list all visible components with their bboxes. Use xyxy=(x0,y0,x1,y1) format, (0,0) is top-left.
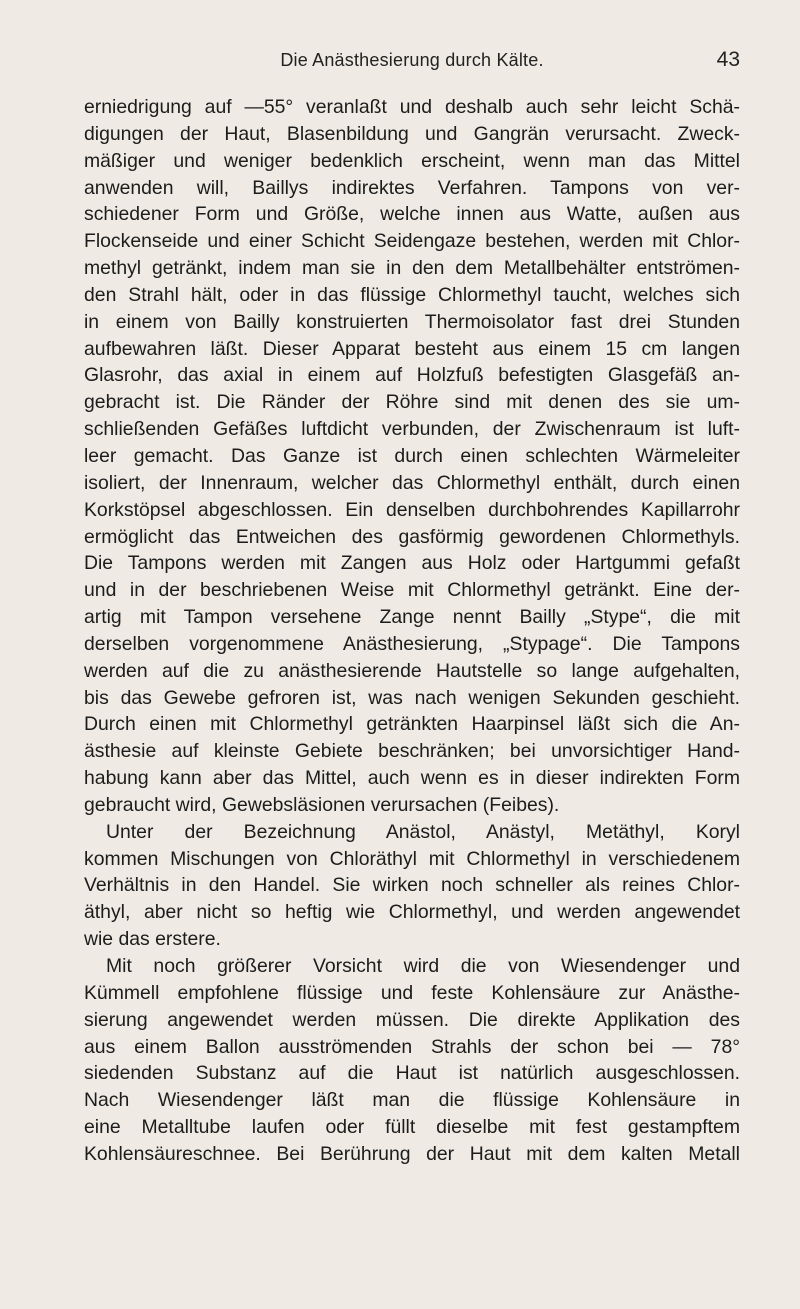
text-line: in einem von Bailly konstruierten Thermoisolator fast drei Stunden xyxy=(84,310,740,333)
text-line: Kümmell empfohlene flüssige und feste Kohlensäure zur Anästhe- xyxy=(84,981,740,1004)
text-line: Korkstöpsel abgeschlossen. Ein denselben durchbohrendes Kapillarrohr xyxy=(84,498,740,521)
text-line: Unter der Bezeichnung Anästol, Anästyl, Metäthyl, Koryl xyxy=(106,820,740,843)
text-line: eine Metalltube laufen oder füllt dieselbe mit fest gestampftem xyxy=(84,1116,740,1139)
text-line: siedenden Substanz auf die Haut ist natürlich ausgeschlossen. xyxy=(84,1062,740,1085)
running-title: Die Anästhesierung durch Kälte. xyxy=(280,50,544,70)
body-text xyxy=(84,94,740,1168)
text-line: leer gemacht. Das Ganze ist durch einen schlechten Wärmeleiter xyxy=(84,444,740,467)
text-line: sierung angewendet werden müssen. Die direkte Applikation des xyxy=(84,1008,740,1031)
text-line: Mit noch größerer Vorsicht wird die von Wiesendenger und xyxy=(106,955,740,977)
running-head xyxy=(84,50,740,74)
text-line: gebraucht wird, Gewebsläsionen verursachen (Feibes). xyxy=(84,793,560,816)
text-line: Glasrohr, das axial in einem auf Holzfuß befestigten Glasgefäß an- xyxy=(84,364,740,387)
text-line: mäßiger und weniger bedenklich erscheint, wenn man das Mittel xyxy=(84,149,740,172)
text-line: aus einem Ballon ausströmenden Strahls der schon bei — 78° xyxy=(84,1035,740,1058)
text-line: bis das Gewebe gefroren ist, was nach wenigen Sekunden geschieht. xyxy=(84,686,740,709)
page-number: 43 xyxy=(716,48,740,71)
text-line: Durch einen mit Chlormethyl getränkten Haarpinsel läßt sich die An- xyxy=(84,713,740,736)
text-line: artig mit Tampon versehene Zange nennt Bailly „Stype“, die mit xyxy=(84,606,740,629)
text-line: Kohlensäureschnee. Bei Berührung der Haut mit dem kalten Metall xyxy=(84,1142,740,1165)
text-line: digungen der Haut, Blasenbildung und Gangrän verursacht. Zweck- xyxy=(84,122,740,145)
text-line: ästhesie auf kleinste Gebiete beschränken; bei unvorsichtiger Hand- xyxy=(84,740,740,763)
text-line: Flockenseide und einer Schicht Seidengaze bestehen, werden mit Chlor- xyxy=(84,230,740,253)
text-line: kommen Mischungen von Chloräthyl mit Chlormethyl in verschiedenem xyxy=(84,847,740,870)
text-line: Die Tampons werden mit Zangen aus Holz oder Hartgummi gefaßt xyxy=(84,552,740,575)
text-line: werden auf die zu anästhesierende Hautstelle so lange aufgehalten, xyxy=(84,659,740,682)
text-line: schiedener Form und Größe, welche innen aus Watte, außen aus xyxy=(84,203,740,226)
text-line: anwenden will, Baillys indirektes Verfahren. Tampons von ver- xyxy=(84,176,740,199)
text-line: schließenden Gefäßes luftdicht verbunden, der Zwischenraum ist luft- xyxy=(84,418,740,441)
text-line: Nach Wiesendenger läßt man die flüssige Kohlensäure in xyxy=(84,1089,740,1112)
text-line: ermöglicht das Entweichen des gasförmig gewordenen Chlormethyls. xyxy=(84,525,740,548)
text-line: äthyl, aber nicht so heftig wie Chlormethyl, und werden angewendet xyxy=(84,901,740,924)
text-line: gebracht ist. Die Ränder der Röhre sind mit denen des sie um- xyxy=(84,391,740,414)
text-line: derselben vorgenommene Anästhesierung, „Stypage“. Die Tampons xyxy=(84,632,740,655)
text-line: erniedrigung auf —55° veranlaßt und deshalb auch sehr leicht Schä- xyxy=(84,96,740,118)
text-line: wie das erstere. xyxy=(84,928,221,951)
text-line: aufbewahren läßt. Dieser Apparat besteht aus einem 15 cm langen xyxy=(84,337,740,360)
text-line: methyl getränkt, indem man sie in den dem Metallbehälter entströmen- xyxy=(84,257,740,280)
text-line: habung kann aber das Mittel, auch wenn es in dieser indirekten Form xyxy=(84,767,740,790)
text-line: und in der beschriebenen Weise mit Chlormethyl getränkt. Eine der- xyxy=(84,579,740,602)
text-line: isoliert, der Innenraum, welcher das Chlormethyl enthält, durch einen xyxy=(84,471,740,494)
text-line: Verhältnis in den Handel. Sie wirken noch schneller als reines Chlor- xyxy=(84,874,740,897)
text-line: den Strahl hält, oder in das flüssige Chlormethyl taucht, welches sich xyxy=(84,283,740,306)
